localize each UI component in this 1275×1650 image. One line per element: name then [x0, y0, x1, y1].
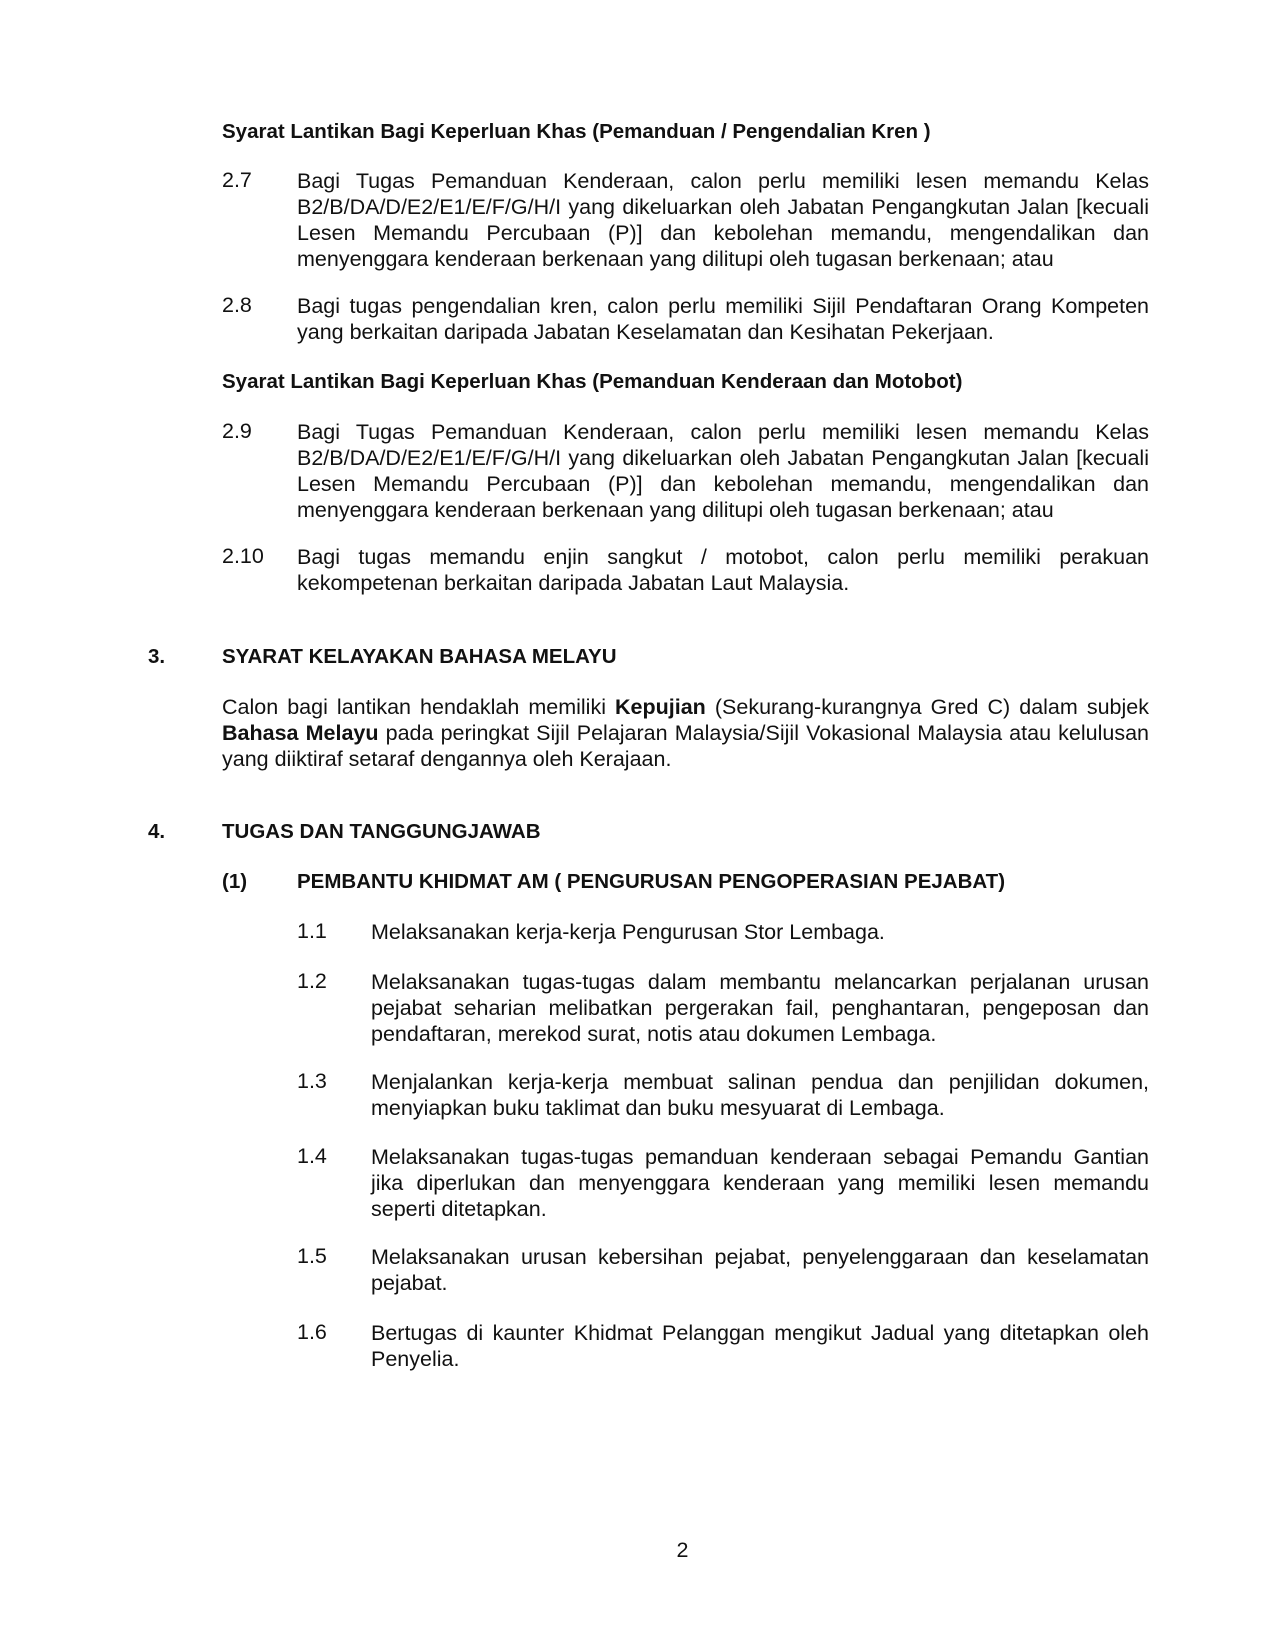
clause-number: 2.8	[222, 293, 252, 317]
section-title: SYARAT KELAYAKAN BAHASA MELAYU	[222, 645, 617, 668]
text-run: pada peringkat Sijil Pelajaran Malaysia/Sijil Vokasional Malaysia atau kelulusan yang diiktiraf setaraf dengannya oleh Kerajaan.	[222, 721, 1149, 771]
clause-number: 2.7	[222, 168, 252, 192]
bold-kepujian: Kepujian	[615, 695, 706, 719]
section-number: 4.	[148, 820, 166, 843]
duty-number: 1.2	[297, 969, 327, 993]
duty-text: Melaksanakan tugas-tugas dalam membantu melancarkan perjalanan urusan pejabat seharian melibatkan pergerakan fail, penghantaran, pengeposan dan pendaftaran, merekod surat, notis atau dokumen Lembaga.	[371, 970, 1149, 1046]
duty-text: Bertugas di kaunter Khidmat Pelanggan mengikut Jadual yang ditetapkan oleh Penyelia.	[371, 1321, 1149, 1371]
text-run: Calon bagi lantikan hendaklah memiliki	[222, 695, 616, 719]
clause-text: Bagi Tugas Pemanduan Kenderaan, calon perlu memiliki lesen memandu Kelas B2/B/DA/D/E2/E1/E/F/G/H/I yang dikeluarkan oleh Jabatan Pengangkutan Jalan [kecuali Lesen Memandu Percubaan (P)] dan kebolehan memandu, mengendalikan dan menyenggara kenderaan berkenaan yang dilitupi oleh tugasan berkenaan; atau	[297, 169, 1149, 271]
clause-text: Bagi tugas memandu enjin sangkut / motobot, calon perlu memiliki perakuan kekompetenan berkaitan daripada Jabatan Laut Malaysia.	[297, 545, 1149, 595]
text-run: (Sekurang-kurangnya Gred C) dalam subjek	[705, 695, 1149, 719]
subsection-title: PEMBANTU KHIDMAT AM ( PENGURUSAN PENGOPERASIAN PEJABAT)	[297, 870, 1006, 893]
subheading-pemanduan-kren: Syarat Lantikan Bagi Keperluan Khas (Pemanduan / Pengendalian Kren )	[222, 120, 931, 143]
duty-number: 1.5	[297, 1244, 327, 1268]
clause-text: Bagi Tugas Pemanduan Kenderaan, calon perlu memiliki lesen memandu Kelas B2/B/DA/D/E2/E1/E/F/G/H/I yang dikeluarkan oleh Jabatan Pengangkutan Jalan [kecuali Lesen Memandu Percubaan (P)] dan kebolehan memandu, mengendalikan dan menyenggara kenderaan berkenaan yang dilitupi oleh tugasan berkenaan; atau	[297, 420, 1149, 522]
duty-text: Melaksanakan urusan kebersihan pejabat, penyelenggaraan dan keselamatan pejabat.	[371, 1245, 1149, 1295]
subsection-number: (1)	[222, 870, 248, 893]
duty-number: 1.3	[297, 1069, 327, 1093]
clause-text: Bagi tugas pengendalian kren, calon perlu memiliki Sijil Pendaftaran Orang Kompeten yang berkaitan daripada Jabatan Keselamatan dan Kesihatan Pekerjaan.	[297, 294, 1149, 344]
section-number: 3.	[148, 645, 166, 668]
subheading-pemanduan-motobot: Syarat Lantikan Bagi Keperluan Khas (Pemanduan Kenderaan dan Motobot)	[222, 370, 963, 393]
duty-text: Menjalankan kerja-kerja membuat salinan pendua dan penjilidan dokumen, menyiapkan buku taklimat dan buku mesyuarat di Lembaga.	[371, 1070, 1149, 1120]
duty-text: Melaksanakan kerja-kerja Pengurusan Stor Lembaga.	[371, 920, 885, 944]
duty-number: 1.1	[297, 919, 327, 943]
duty-text: Melaksanakan tugas-tugas pemanduan kenderaan sebagai Pemandu Gantian jika diperlukan dan menyenggara kenderaan yang memiliki lesen memandu seperti ditetapkan.	[371, 1145, 1149, 1221]
clause-number: 2.10	[222, 544, 264, 568]
clause-number: 2.9	[222, 419, 252, 443]
bold-bahasa-melayu: Bahasa Melayu	[222, 721, 379, 745]
duty-number: 1.4	[297, 1144, 327, 1168]
duty-number: 1.6	[297, 1320, 327, 1344]
page-number: 2	[676, 1538, 689, 1562]
section-3-paragraph	[222, 694, 1149, 772]
section-title: TUGAS DAN TANGGUNGJAWAB	[222, 820, 541, 843]
